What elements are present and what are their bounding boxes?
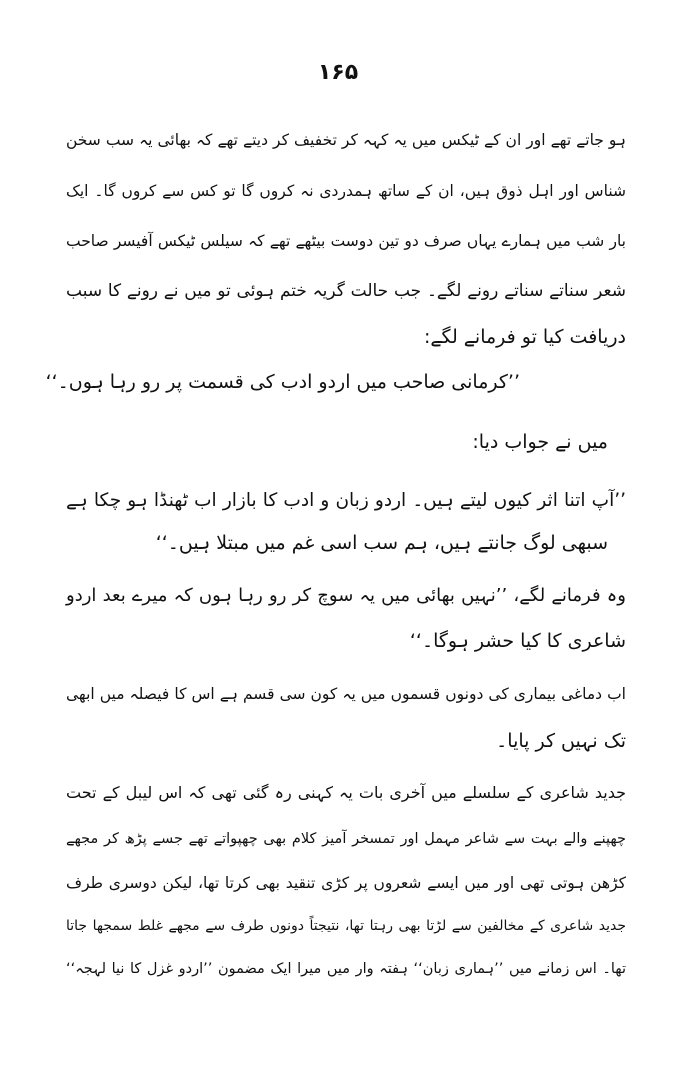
- text-line: کڑھن ہوتی تھی اور میں ایسے شعروں پر کڑی تنقید بھی کرتا تھا، لیکن دوسری طرف: [66, 874, 626, 892]
- text-line: تک نہیں کر پایا۔: [496, 730, 626, 752]
- text-line: چھپنے والے بہت سے شاعر مہمل اور تمسخر آمیز کلام بھی چھپواتے تھے جسے پڑھ کر مجھے: [66, 831, 626, 847]
- text-line: جدید شاعری کے سلسلے میں آخری بات یہ کہنی رہ گئی تھی کہ اس لیبل کے تحت: [66, 783, 626, 802]
- quote-line: ’’آپ اتنا اثر کیوں لیتے ہیں۔ اردو زبان و ادب کا بازار اب ٹھنڈا ہو چکا ہے: [66, 490, 626, 511]
- text-line: میں نے جواب دیا:: [472, 431, 608, 453]
- text-line: ہو جاتے تھے اور ان کے ٹیکس میں یہ کہہ کر تخفیف کر دیتے تھے کہ بھائی یہ سب سخن: [66, 131, 626, 149]
- page-number: ۱۶۵: [317, 60, 359, 85]
- text-line: شناس اور اہل ذوق ہیں، ان کے ساتھ ہمدردی نہ کروں گا تو کس سے کروں گا۔ ایک: [66, 182, 626, 200]
- text-line: شاعری کا کیا حشر ہوگا۔‘‘: [409, 630, 626, 652]
- text-line: شعر سناتے سناتے رونے لگے۔ جب حالت گریہ ختم ہوئی تو میں نے رونے کا سبب: [66, 281, 626, 301]
- text-line: وہ فرمانے لگے، ’’نہیں بھائی میں یہ سوچ کر رو رہا ہوں کہ میرے بعد اردو: [66, 585, 626, 606]
- text-line: بار شب میں ہمارے یہاں صرف دو تین دوست بیٹھے تھے کہ سیلس ٹیکس آفیسر صاحب: [66, 232, 626, 250]
- text-line: جدید شاعری کے مخالفین سے لڑتا بھی رہتا تھا، نتیجتاً دونوں طرف سے مجھے غلط سمجھا جاتا: [66, 918, 626, 934]
- text-line: دریافت کیا تو فرمانے لگے:: [423, 326, 626, 348]
- quote-line: ’’کرمانی صاحب میں اردو ادب کی قسمت پر رو رہا ہوں۔‘‘: [45, 371, 520, 393]
- text-line: اب دماغی بیماری کی دونوں قسموں میں یہ کون سی قسم ہے اس کا فیصلہ میں ابھی: [66, 685, 626, 703]
- quote-line: سبھی لوگ جانتے ہیں، ہم سب اسی غم میں مبتلا ہیں۔‘‘: [155, 532, 608, 554]
- text-line: تھا۔ اس زمانے میں ’’ہماری زبان‘‘ ہفتہ وار میں میرا ایک مضمون ’’اردو غزل کا نیا لہجہ‘‘: [66, 961, 626, 977]
